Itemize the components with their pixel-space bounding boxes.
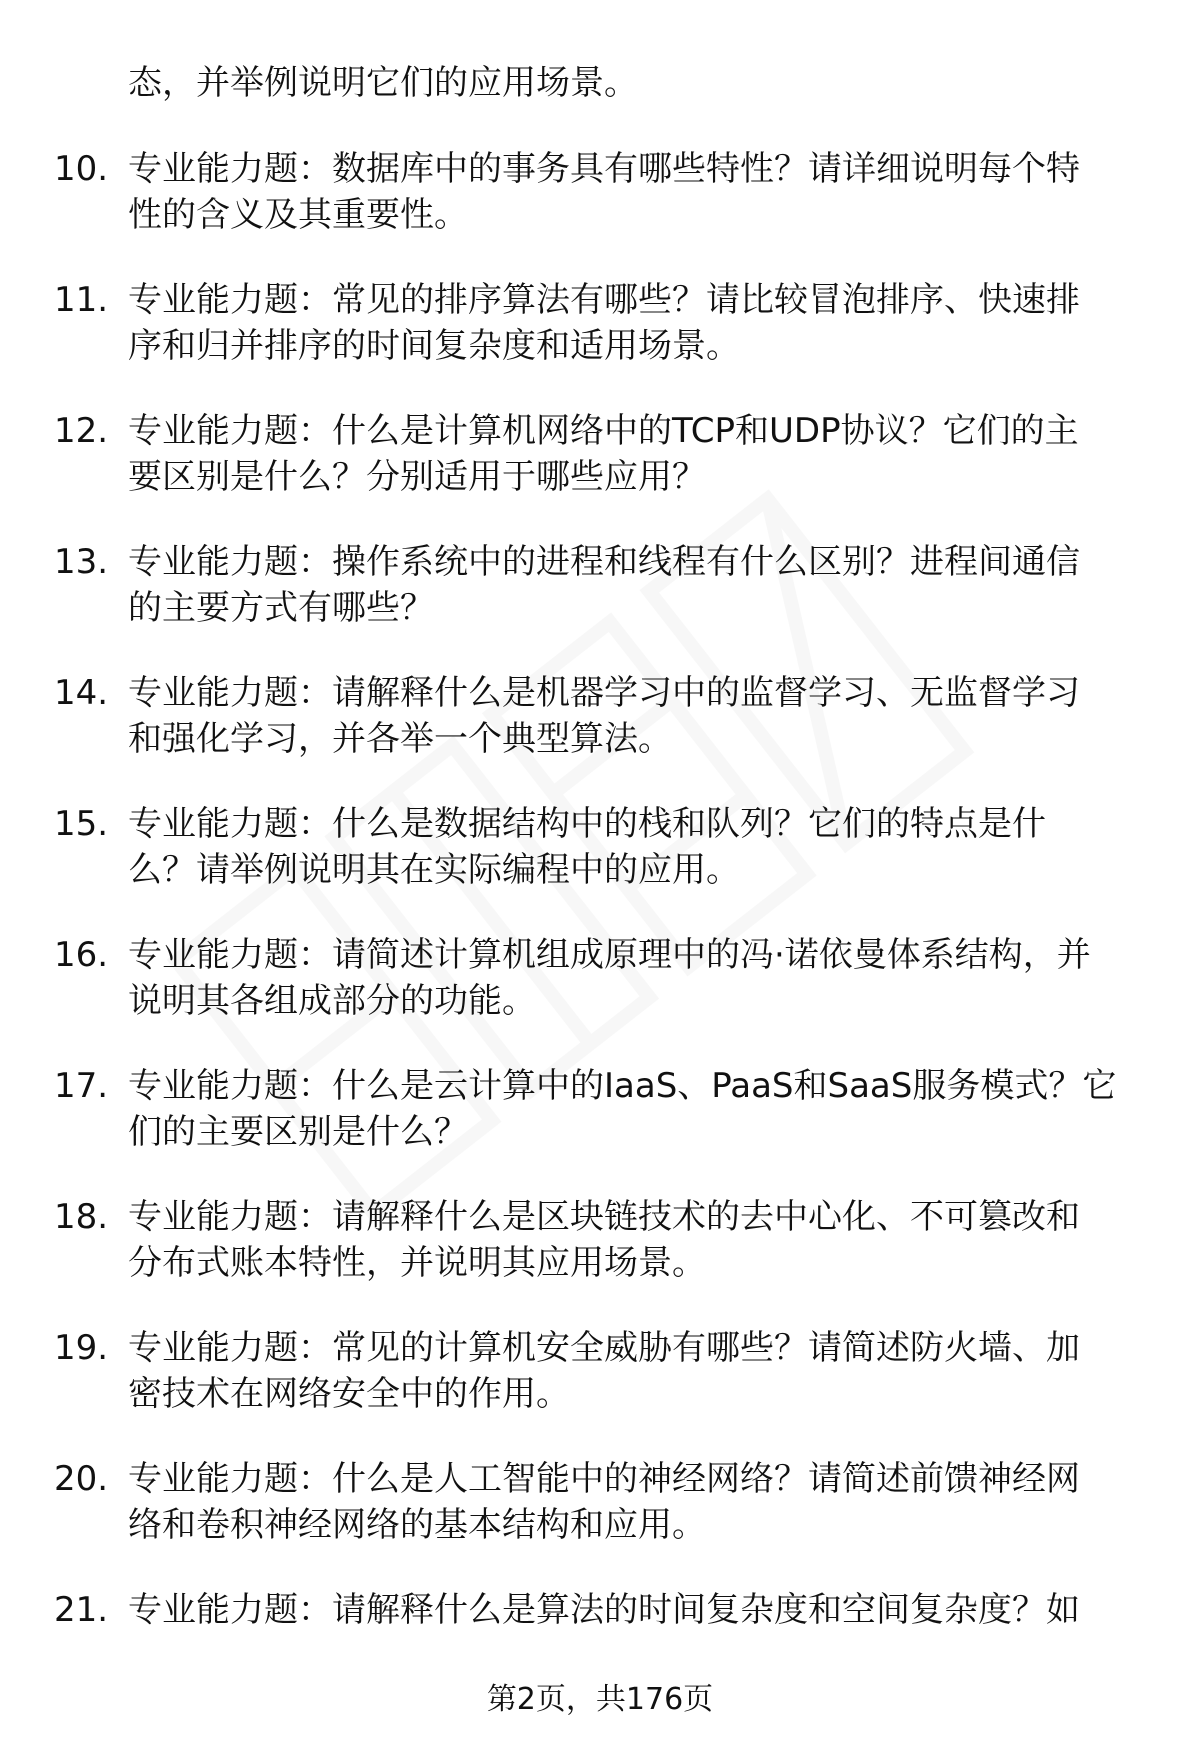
question-text-line: 专业能力题：数据库中的事务具有哪些特性？请详细说明每个特 — [128, 149, 1080, 189]
question-number: 21. — [54, 1590, 109, 1630]
question-text-line: 性的含义及其重要性。 — [128, 195, 468, 235]
question-item-15 — [0, 801, 1200, 893]
question-text-line: 么？请举例说明其在实际编程中的应用。 — [128, 850, 740, 890]
question-number: 11. — [54, 280, 109, 320]
question-text-line: 专业能力题：请解释什么是算法的时间复杂度和空间复杂度？如 — [128, 1590, 1080, 1630]
question-item-13 — [0, 539, 1200, 631]
question-text-line: 分布式账本特性，并说明其应用场景。 — [128, 1243, 706, 1283]
question-text-line: 专业能力题：什么是云计算中的IaaS、PaaS和SaaS服务模式？它 — [128, 1066, 1117, 1106]
question-text-line: 和强化学习，并各举一个典型算法。 — [128, 719, 672, 759]
question-number: 20. — [54, 1459, 109, 1499]
question-number: 14. — [54, 673, 109, 713]
question-text-line: 密技术在网络安全中的作用。 — [128, 1374, 570, 1414]
page-footer: 第2页，共176页 — [486, 1682, 714, 1717]
question-item-18 — [0, 1194, 1200, 1286]
question-number: 10. — [54, 149, 109, 189]
question-number: 13. — [54, 542, 109, 582]
question-text-line: 的主要方式有哪些？ — [128, 588, 434, 628]
question-number: 17. — [54, 1066, 109, 1106]
question-text-line: 序和归并排序的时间复杂度和适用场景。 — [128, 326, 740, 366]
question-item-19 — [0, 1325, 1200, 1417]
question-number: 15. — [54, 804, 109, 844]
question-number: 12. — [54, 411, 109, 451]
question-text-line: 专业能力题：请简述计算机组成原理中的冯·诺依曼体系结构，并 — [128, 935, 1091, 975]
continuation-text: 态，并举例说明它们的应用场景。 — [128, 63, 638, 103]
question-text-line: 专业能力题：请解释什么是区块链技术的去中心化、不可篡改和 — [128, 1197, 1080, 1237]
question-text-line: 络和卷积神经网络的基本结构和应用。 — [128, 1505, 706, 1545]
question-item-14 — [0, 670, 1200, 762]
question-list — [0, 60, 1200, 1672]
question-text-line: 要区别是什么？分别适用于哪些应用？ — [128, 457, 706, 497]
question-item-21 — [0, 1587, 1200, 1633]
question-text-line: 说明其各组成部分的功能。 — [128, 981, 536, 1021]
question-text-line: 专业能力题：常见的排序算法有哪些？请比较冒泡排序、快速排 — [128, 280, 1080, 320]
question-number: 19. — [54, 1328, 109, 1368]
question-item-16 — [0, 932, 1200, 1024]
question-item-10 — [0, 146, 1200, 238]
question-text-line: 专业能力题：什么是人工智能中的神经网络？请简述前馈神经网 — [128, 1459, 1080, 1499]
question-item-20 — [0, 1456, 1200, 1548]
question-item-11 — [0, 277, 1200, 369]
question-item-17 — [0, 1063, 1200, 1155]
question-text-line: 们的主要区别是什么？ — [128, 1112, 468, 1152]
question-text-line: 专业能力题：操作系统中的进程和线程有什么区别？进程间通信 — [128, 542, 1080, 582]
question-text-line: 专业能力题：什么是计算机网络中的TCP和UDP协议？它们的主 — [128, 411, 1079, 451]
question-item-12 — [0, 408, 1200, 500]
question-text-line: 专业能力题：请解释什么是机器学习中的监督学习、无监督学习 — [128, 673, 1080, 713]
question-number: 18. — [54, 1197, 109, 1237]
question-text-line: 专业能力题：常见的计算机安全威胁有哪些？请简述防火墙、加 — [128, 1328, 1080, 1368]
question-text-line: 专业能力题：什么是数据结构中的栈和队列？它们的特点是什 — [128, 804, 1046, 844]
question-number: 16. — [54, 935, 109, 975]
